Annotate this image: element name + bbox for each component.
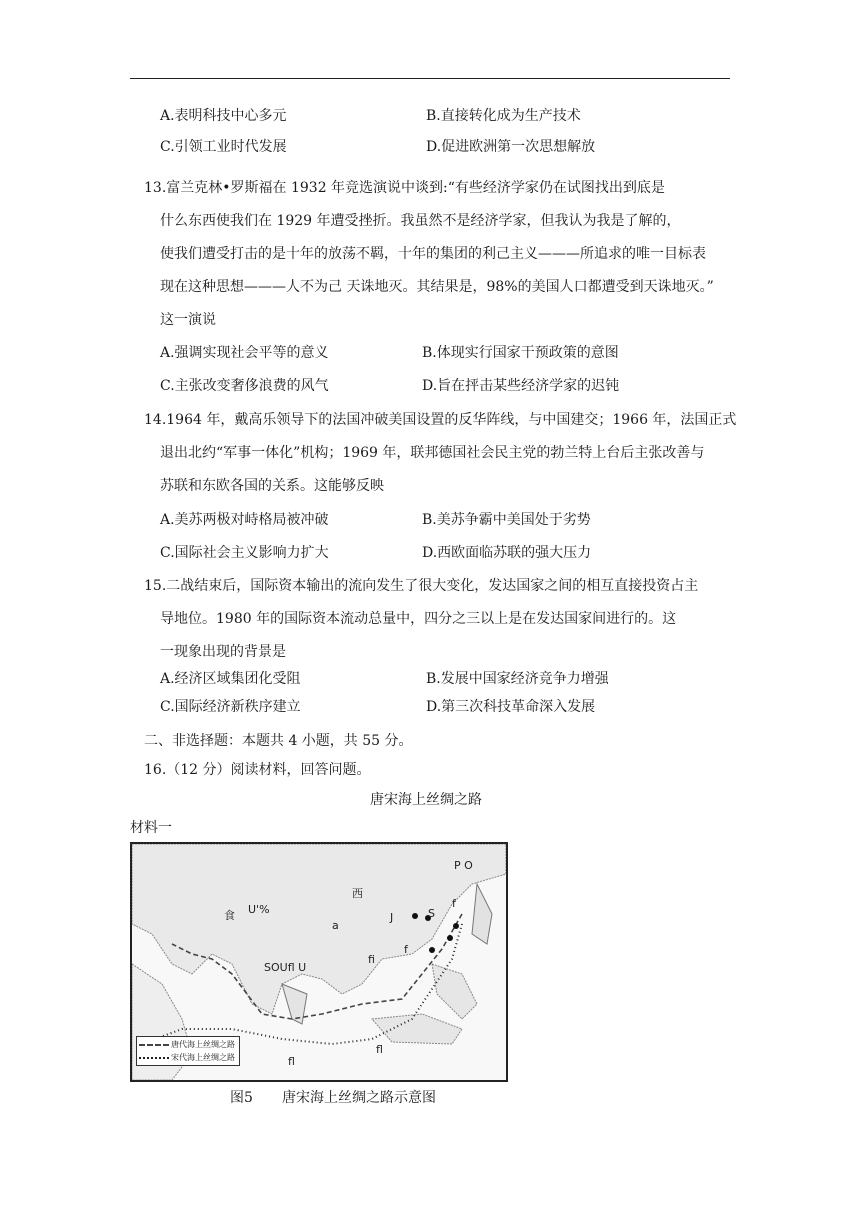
q13-line-1: 13.富兰克林•罗斯福在 1932 年竞选演说中谈到:“有些经济学家仍在试图找出到底是 xyxy=(144,180,665,196)
map-legend xyxy=(136,1036,240,1066)
q12-option-b: B.直接转化成为生产技术 xyxy=(426,108,581,124)
map-label-6: S xyxy=(428,907,435,920)
map-label-11: fl xyxy=(288,1055,295,1068)
q14-option-c: C.国际社会主义影响力扩大 xyxy=(160,545,329,561)
map-label-1: P O xyxy=(454,859,473,872)
map-label-3: 西 xyxy=(352,887,363,900)
figure-caption: 唐宋海上丝绸之路示意图 xyxy=(282,1090,436,1106)
section-heading: 二、非选择题：本题共 4 小题，共 55 分。 xyxy=(144,733,413,749)
legend-item-song xyxy=(139,1052,235,1064)
q14-line-2: 退出北约“军事一体化”机构；1969 年，联邦德国社会民主党的勃兰特上台后主张改善与 xyxy=(160,445,705,461)
q12-option-a: A.表明科技中心多元 xyxy=(160,108,287,124)
map-label-7: f xyxy=(452,897,456,910)
legend-label-tang: 唐代海上丝绸之路 xyxy=(171,1040,235,1049)
q13-line-4: 现在这种思想———人不为己 天诛地灭。其结果是，98%的美国人口都遭受到天诛地灭。” xyxy=(160,279,714,295)
q13-option-d: D.旨在抨击某些经济学家的迟钝 xyxy=(422,378,620,394)
map-label-4: a xyxy=(332,919,339,932)
map-label-13: 食 xyxy=(224,909,235,922)
q13-option-b: B.体现实行国家干预政策的意图 xyxy=(422,345,619,361)
material-label: 材料一 xyxy=(130,820,172,836)
tang-route-swatch xyxy=(139,1044,169,1046)
map-label-9: SOUfl U xyxy=(264,961,307,974)
q13-line-5: 这一演说 xyxy=(160,312,216,328)
q13-option-a: A.强调实现社会平等的意义 xyxy=(160,345,329,361)
q16-stem: 16.（12 分）阅读材料，回答问题。 xyxy=(144,762,371,778)
q13-line-2: 什么东西使我们在 1929 年遭受挫折。我虽然不是经济学家，但我认为我是了解的， xyxy=(160,213,681,229)
q14-line-3: 苏联和东欧各国的关系。这能够反映 xyxy=(160,478,384,494)
legend-item-tang xyxy=(139,1039,235,1051)
q12-option-c: C.引领工业时代发展 xyxy=(160,139,287,155)
map-label-2: U'% xyxy=(248,903,270,916)
figure-number: 图5 xyxy=(230,1090,253,1106)
q13-option-c: C.主张改变奢侈浪费的风气 xyxy=(160,378,329,394)
q15-option-c: C.国际经济新秩序建立 xyxy=(160,699,301,715)
q15-line-3: 一现象出现的背景是 xyxy=(160,644,286,660)
material-title: 唐宋海上丝绸之路 xyxy=(370,792,482,808)
map-label-5: J xyxy=(390,911,394,924)
q15-option-d: D.第三次科技革命深入发展 xyxy=(426,699,596,715)
map-label-12: fl xyxy=(376,1043,383,1056)
q15-option-a: A.经济区域集团化受阻 xyxy=(160,671,301,687)
q14-line-1: 14.1964 年，戴高乐领导下的法国冲破美国设置的反华阵线，与中国建交；1966 年，法国正式 xyxy=(144,412,737,428)
header-rule xyxy=(130,78,730,79)
map-label-8: f xyxy=(404,943,408,956)
q14-option-b: B.美苏争霸中美国处于劣势 xyxy=(422,512,591,528)
q14-option-d: D.西欧面临苏联的强大压力 xyxy=(422,545,592,561)
silk-road-map xyxy=(130,842,508,1082)
q13-line-3: 使我们遭受打击的是十年的放荡不羁，十年的集团的利己主义———所追求的唯一目标表 xyxy=(160,246,706,262)
q15-line-1: 15.二战结束后，国际资本输出的流向发生了很大变化，发达国家之间的相互直接投资占主 xyxy=(144,578,699,594)
q14-option-a: A.美苏两极对峙格局被冲破 xyxy=(160,512,329,528)
map-label-10: fi xyxy=(368,953,375,966)
q12-option-d: D.促进欧洲第一次思想解放 xyxy=(426,139,596,155)
q15-option-b: B.发展中国家经济竞争力增强 xyxy=(426,671,609,687)
legend-label-song: 宋代海上丝绸之路 xyxy=(171,1053,235,1062)
song-route-swatch xyxy=(139,1057,169,1059)
q15-line-2: 导地位。1980 年的国际资本流动总量中，四分之三以上是在发达国家间进行的。这 xyxy=(160,611,677,627)
